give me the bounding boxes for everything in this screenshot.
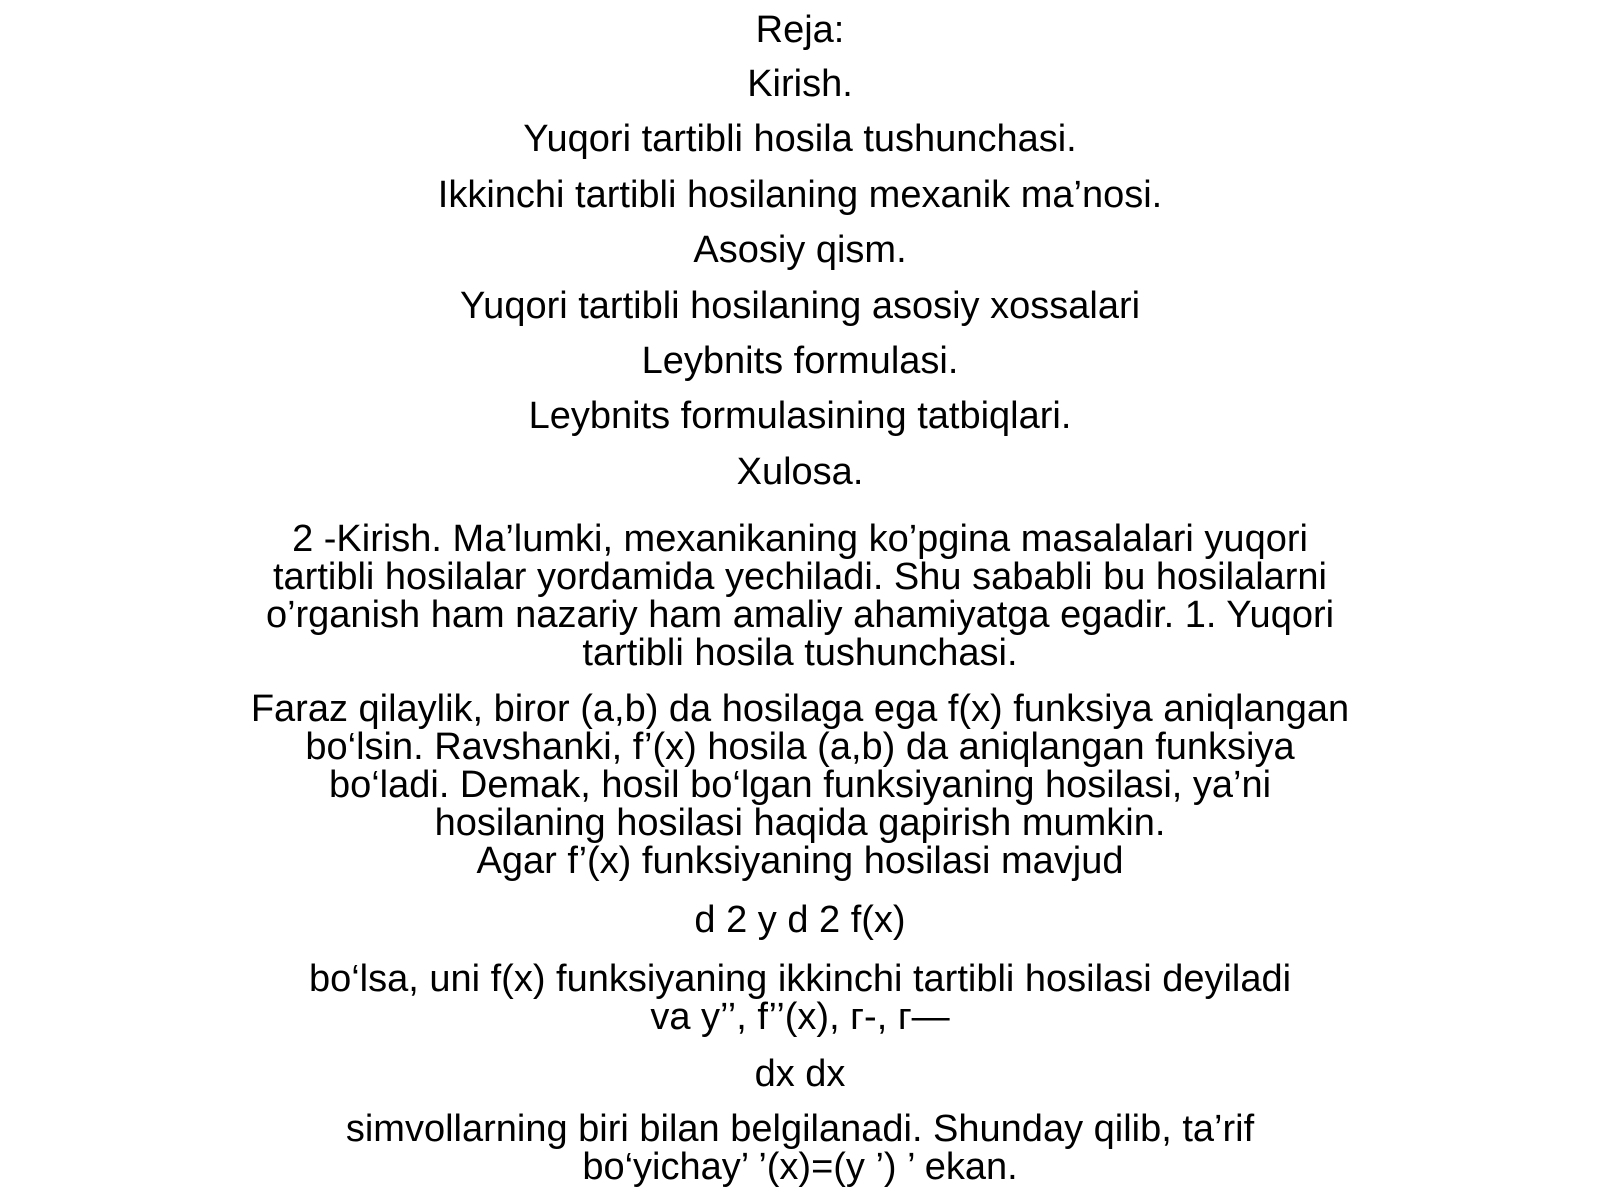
body-line: bo‘ladi. Demak, hosil bo‘lgan funksiyaning hosilasi, ya’ni xyxy=(328,764,1272,806)
plan-item-7: Leybnits formulasining tatbiqlari. xyxy=(528,395,1072,437)
body-line: simvollarning biri bilan belgilanadi. Shunday qilib, ta’rif xyxy=(345,1108,1255,1150)
body-line: Agar f’(x) funksiyaning hosilasi mavjud xyxy=(476,840,1124,882)
definition-paragraph xyxy=(0,690,1600,880)
plan-title: Reja: xyxy=(755,9,845,51)
plan-item-1: Kirish. xyxy=(747,63,853,105)
formula-line-1: d 2 y d 2 f(x) xyxy=(694,899,906,941)
intro-line: tartibli hosila tushunchasi. xyxy=(582,632,1018,674)
body-line: bo‘lsin. Ravshanki, f’(x) hosila (a,b) da aniqlangan funksiya xyxy=(305,726,1295,768)
intro-paragraph xyxy=(0,520,1600,672)
body-line: va y’’, f’’(x), г-, г— xyxy=(650,996,950,1038)
plan-item-6: Leybnits formulasi. xyxy=(641,340,959,382)
intro-line: o’rganish ham nazariy ham amaliy ahamiyatga egadir. 1. Yuqori xyxy=(265,594,1335,636)
conclusion-paragraph xyxy=(0,1110,1600,1186)
body-line: bo‘yichay’ ’(x)=(y ’) ’ ekan. xyxy=(582,1146,1018,1188)
plan-item-4: Asosiy qism. xyxy=(693,229,907,271)
plan-item-2: Yuqori tartibli hosila tushunchasi. xyxy=(523,118,1077,160)
plan-item-3: Ikkinchi tartibli hosilaning mexanik ma’nosi. xyxy=(437,174,1163,216)
intro-line: 2 -Kirish. Ma’lumki, mexanikaning ko’pgina masalalari yuqori xyxy=(292,518,1308,560)
notation-paragraph xyxy=(0,960,1600,1036)
plan-item-8: Xulosa. xyxy=(736,451,864,493)
body-line: bo‘lsa, uni f(x) funksiyaning ikkinchi tartibli hosilasi deyiladi xyxy=(308,958,1292,1000)
intro-line: tartibli hosilalar yordamida yechiladi. Shu sababli bu hosilalarni xyxy=(272,556,1328,598)
formula-line-2: dx dx xyxy=(754,1053,846,1095)
body-line: Faraz qilaylik, biror (a,b) da hosilaga ega f(x) funksiya aniqlangan xyxy=(250,688,1350,730)
body-line: hosilaning hosilasi haqida gapirish mumkin. xyxy=(434,802,1166,844)
plan-item-5: Yuqori tartibli hosilaning asosiy xossalari xyxy=(459,285,1141,327)
